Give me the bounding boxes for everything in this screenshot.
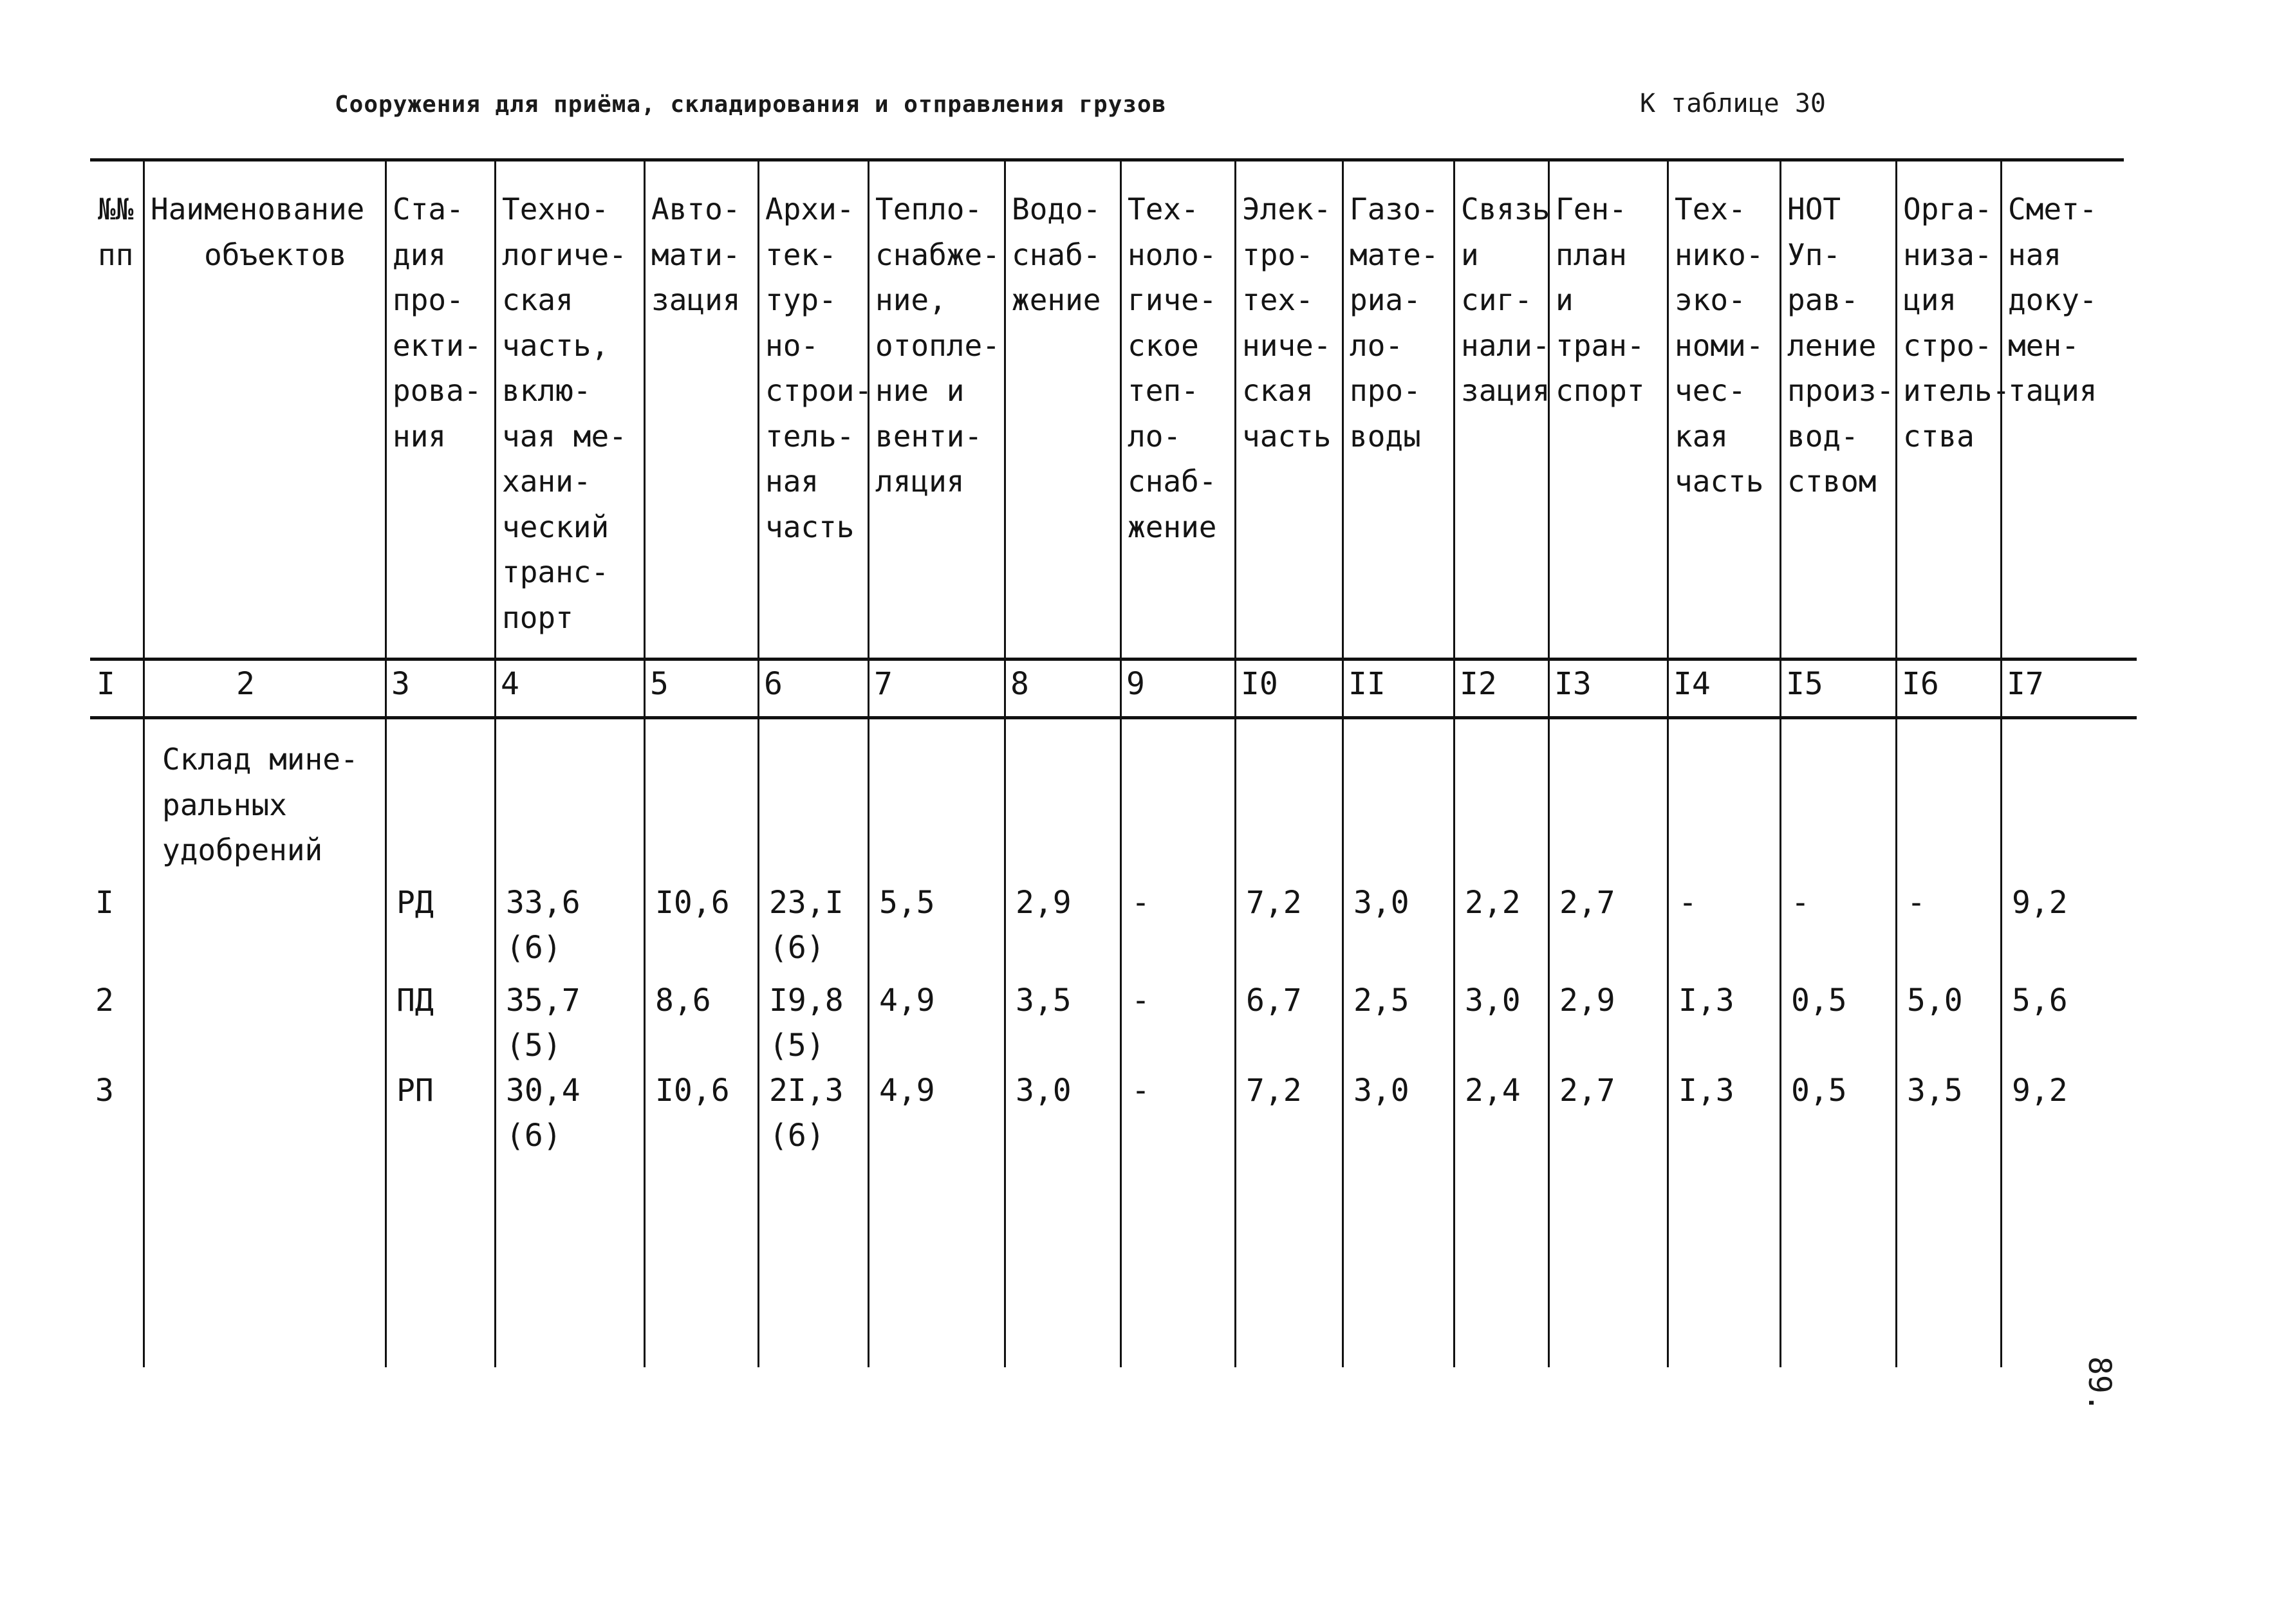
table-cell: 3,0 [1016, 1073, 1072, 1109]
table-cell: I,3 [1678, 1073, 1734, 1109]
column-header: Элек- тро- тех- ниче- ская часть [1242, 192, 1332, 454]
column-header: Тех- ноло- гиче- ское теп- ло- снаб- жение [1128, 192, 1217, 544]
column-header: Техно- логиче- ская часть, вклю- чая ме- хани- ческий транс- порт [502, 192, 627, 635]
table-rule [90, 658, 2137, 661]
column-number: I5 [1786, 666, 1823, 702]
table-rule [90, 716, 2137, 719]
table-cell: ПД [396, 983, 434, 1019]
column-divider [1342, 161, 1344, 1367]
table-cell: I0,6 [655, 885, 730, 921]
table-cell: - [1678, 885, 1697, 921]
table-cell: 2,4 [1465, 1073, 1521, 1109]
column-number: 5 [650, 666, 669, 702]
column-number: I7 [2007, 666, 2044, 702]
column-header: Наименование объектов [151, 192, 365, 272]
table-cell: 3,0 [1353, 885, 1409, 921]
table-cell: 2I,3 (6) [769, 1073, 844, 1154]
table-cell: - [1907, 885, 1926, 921]
table-cell: - [1131, 1073, 1150, 1109]
table-cell: 9,2 [2012, 885, 2068, 921]
column-number: I [97, 666, 115, 702]
column-header: Ген- план и тран- спорт [1556, 192, 1645, 408]
table-reference: К таблице 30 [1640, 89, 1826, 118]
column-divider [644, 161, 646, 1367]
column-number: 6 [764, 666, 783, 702]
column-divider [1120, 161, 1122, 1367]
table-cell: I,3 [1678, 983, 1734, 1019]
table-cell: 9,2 [2012, 1073, 2068, 1109]
table-cell: 2,7 [1559, 1073, 1615, 1109]
table-cell: 23,I (6) [769, 885, 844, 966]
table-cell: 3,0 [1353, 1073, 1409, 1109]
column-number: II [1348, 666, 1386, 702]
column-header: Авто- мати- зация [651, 192, 741, 317]
table-cell: 5,0 [1907, 983, 1963, 1019]
table-cell: 0,5 [1791, 1073, 1847, 1109]
table-cell: 5,5 [879, 885, 935, 921]
column-header: Смет- ная доку- мен- тация [2008, 192, 2097, 408]
table-cell: 2,7 [1559, 885, 1615, 921]
column-divider [757, 161, 759, 1367]
column-header: Водо- снаб- жение [1012, 192, 1101, 317]
table-cell: 3,5 [1907, 1073, 1963, 1109]
table-cell: 2,9 [1559, 983, 1615, 1019]
table-cell: 2 [95, 983, 114, 1019]
column-number: I3 [1554, 666, 1592, 702]
column-header: Газо- мате- риа- ло- про- воды [1350, 192, 1439, 454]
page-number: 89. [2081, 1356, 2117, 1412]
table-cell: 3,5 [1016, 983, 1072, 1019]
column-number: 9 [1126, 666, 1145, 702]
object-name: Склад мине- ральных удобрений [162, 742, 358, 867]
table-cell: - [1791, 885, 1810, 921]
column-header: НОТ Уп- рав- ление произ- вод- ством [1787, 192, 1895, 499]
column-number: 7 [874, 666, 893, 702]
column-divider [1780, 161, 1781, 1367]
column-header: Тех- нико- эко- номи- чес- кая часть [1675, 192, 1764, 499]
column-divider [385, 161, 387, 1367]
table-cell: - [1131, 885, 1150, 921]
table-cell: 0,5 [1791, 983, 1847, 1019]
table-cell: РП [396, 1073, 434, 1109]
table-cell: 30,4 (6) [506, 1073, 581, 1154]
column-number: 3 [391, 666, 410, 702]
column-number: I4 [1673, 666, 1711, 702]
table-cell: 8,6 [655, 983, 711, 1019]
column-divider [1234, 161, 1236, 1367]
table-cell: - [1131, 983, 1150, 1019]
column-number: 4 [501, 666, 519, 702]
column-divider [1004, 161, 1006, 1367]
table-cell: 4,9 [879, 983, 935, 1019]
table-rule [90, 158, 2124, 161]
column-number: I0 [1241, 666, 1278, 702]
column-header: Архи- тек- тур- но- строи- тель- ная часть [765, 192, 873, 544]
column-number: I2 [1460, 666, 1497, 702]
table-cell: 33,6 (6) [506, 885, 581, 966]
table-cell: 6,7 [1246, 983, 1302, 1019]
column-number: I6 [1902, 666, 1939, 702]
column-divider [1895, 161, 1897, 1367]
table-cell: РД [396, 885, 434, 921]
column-number: 8 [1010, 666, 1029, 702]
column-divider [143, 161, 145, 1367]
column-header: Орга- низа- ция стро- итель- ства [1903, 192, 2011, 454]
column-header: Связь и сиг- нали- зация [1461, 192, 1550, 408]
table-cell: 7,2 [1246, 885, 1302, 921]
table-cell: 3,0 [1465, 983, 1521, 1019]
column-divider [494, 161, 496, 1367]
table-cell: 35,7 (5) [506, 983, 581, 1064]
column-header: Ста- дия про- екти- рова- ния [393, 192, 482, 454]
table-cell: 7,2 [1246, 1073, 1302, 1109]
table-cell: I [95, 885, 114, 921]
table-cell: 3 [95, 1073, 114, 1109]
table-cell: 4,9 [879, 1073, 935, 1109]
column-number: 2 [236, 666, 255, 702]
table-cell: I0,6 [655, 1073, 730, 1109]
table-cell: I9,8 (5) [769, 983, 844, 1064]
column-divider [1667, 161, 1669, 1367]
table-cell: 2,2 [1465, 885, 1521, 921]
column-header: Тепло- снабже- ние, отопле- ние и венти- ляция [875, 192, 1000, 499]
column-header: №№ пп [98, 192, 134, 272]
table-cell: 2,5 [1353, 983, 1409, 1019]
table-cell: 5,6 [2012, 983, 2068, 1019]
table-cell: 2,9 [1016, 885, 1072, 921]
column-divider [1453, 161, 1455, 1367]
document-title: Сооружения для приёма, складирования и отправления грузов [335, 91, 1167, 118]
